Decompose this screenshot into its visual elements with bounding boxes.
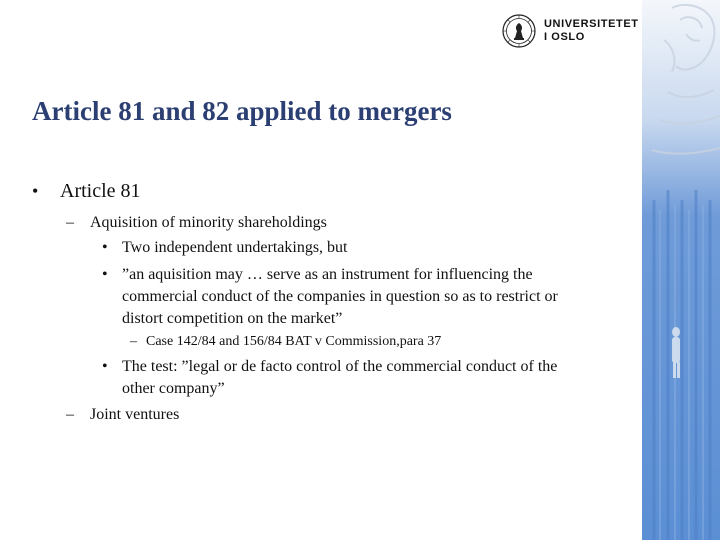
university-seal-icon [502,14,536,48]
bullet-text: Joint ventures [90,406,180,423]
bullet-text: Two independent undertakings, but [122,239,348,256]
logo-text-line2: I OSLO [544,31,585,43]
quote-line-3: distort competition on the market” [122,310,343,327]
test-line-1: The test: ”legal or de facto control of the commercial conduct of the [122,358,558,375]
dash-marker: – [66,406,74,423]
side-panel-artwork [642,0,720,540]
bullet-marker: • [102,239,108,256]
dash-marker: – [130,334,137,349]
logo-text-line1: UNIVERSITETET [544,18,639,30]
bullet-marker: • [32,181,39,201]
decorative-side-panel [642,0,720,540]
bullet-marker: • [102,266,108,283]
quote-line-2: commercial conduct of the companies in question so as to restrict or [122,288,558,305]
bullet-text: Article 81 [60,180,141,202]
bullet-text: Case 142/84 and 156/84 BAT v Commission,para 37 [146,334,442,349]
university-logo [502,14,639,48]
bullet-text: Aquisition of minority shareholdings [90,214,327,231]
test-line-2: other company” [122,380,225,397]
quote-line-1: ”an aquisition may … serve as an instrument for influencing the [122,266,533,283]
bullet-marker: • [102,358,108,375]
dash-marker: – [66,214,74,231]
slide-title: Article 81 and 82 applied to mergers [32,96,452,126]
